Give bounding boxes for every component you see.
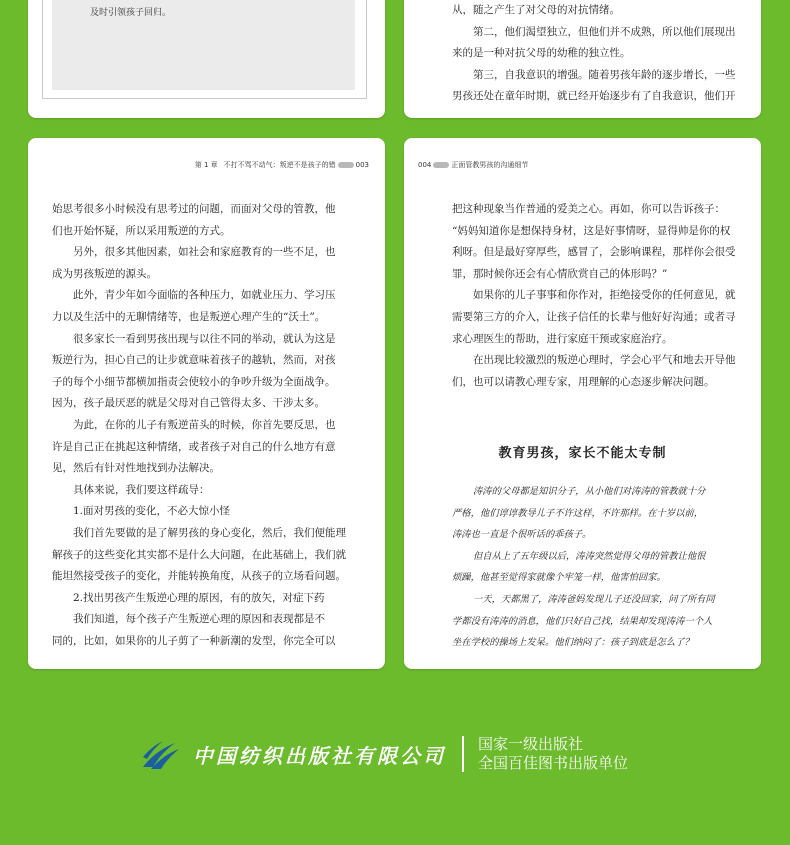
section-title: 教育男孩，家长不能太专制 xyxy=(498,446,667,461)
running-header xyxy=(418,160,528,170)
text-line: 2.找出男孩产生叛逆心理的原因，有的放矢，对症下药 xyxy=(73,591,325,604)
text-line: 们，也可以请教心理专家，用理解的心态逐步解决问题。 xyxy=(452,375,715,388)
chapter-title: 不打不骂不动气：叛逆不是孩子的错 xyxy=(223,161,336,169)
text-line: 把这种现象当作普通的爱美之心。再如，你可以告诉孩子： xyxy=(452,203,725,215)
text-line: 如果你的儿子事事和你作对，拒绝接受你的任何意见，就 xyxy=(473,289,736,302)
page-card-top-left xyxy=(28,0,385,118)
text-line: 第二，他们渴望独立，但他们并不成熟，所以他们展现出 xyxy=(473,25,736,38)
page-card-003 xyxy=(28,138,385,669)
text-line: 求心理医生的帮助，进行家庭干预或家庭治疗。 xyxy=(452,332,673,345)
text-line: 力以及生活中的无聊情绪等，也是叛逆心理产生的“沃土”。 xyxy=(52,310,326,323)
publisher-footer xyxy=(141,734,628,774)
text-line: 涛涛的父母都是知识分子，从小他们对涛涛的管教就十分 xyxy=(473,486,706,497)
text-line: 罪，那时候你还会有心情欣赏自己的体形吗？” xyxy=(452,267,668,280)
running-header xyxy=(195,160,369,170)
text-line: 但自从上了五年级以后，涛涛突然觉得父母的管教让他很 xyxy=(473,550,706,562)
tag-top100: 全国百佳图书出版单位 xyxy=(478,754,629,772)
text-line: 因为，孩子最厌恶的就是父母对自己管得太多、干涉太多。 xyxy=(52,397,325,410)
publisher-logo-icon xyxy=(141,737,181,771)
text-line: 另外，很多其他因素，如社会和家庭教育的一些不足，也 xyxy=(73,246,336,259)
text-line: 解孩子的这些变化其实都不是什么大问题，在此基础上，我们就 xyxy=(52,548,346,561)
page-pill-icon xyxy=(338,162,354,168)
text-line: 此外，青少年如今面临的各种压力，如就业压力、学习压 xyxy=(73,289,336,302)
text-line: 见，然后有针对性地找到办法解决。 xyxy=(52,462,220,475)
page-number: 003 xyxy=(355,161,369,169)
text-line: 烦躁，他甚至觉得家就像个牢笼一样，他害怕回家。 xyxy=(452,572,666,584)
text-line: 学都没有涛涛的消息，他们只好自己找，结果却发现涛涛一个人 xyxy=(452,615,713,627)
page-card-004 xyxy=(404,138,761,669)
story-text xyxy=(452,481,752,654)
text-line: 坐在学校的操场上发呆。他们纳闷了：孩子到底是怎么了？ xyxy=(452,637,694,649)
text-line: 我们知道，每个孩子产生叛逆心理的原因和表现都是不 xyxy=(73,613,325,626)
text-line: 能坦然接受孩子的变化，并能转换角度，从孩子的立场看问题。 xyxy=(52,570,346,583)
chapter-number: 第 1 章 xyxy=(194,161,218,169)
text-line: 需要第三方的介入，让孩子信任的长辈与他好好沟通；或者寻 xyxy=(452,310,736,323)
body-text xyxy=(452,0,742,108)
text-line: 成为男孩叛逆的源头。 xyxy=(52,267,157,280)
text-line: 1.面对男孩的变化，不必大惊小怪 xyxy=(73,505,231,518)
page-pill-icon xyxy=(433,162,449,168)
page-card-top-right xyxy=(404,0,761,118)
text-line: 同的，比如，如果你的儿子剪了一种新潮的发型，你完全可以 xyxy=(52,634,336,647)
text-line: 叛逆行为，担心自己的让步就意味着孩子的越轨，然而，对孩 xyxy=(52,354,336,367)
text-line: 利呀。但是最好穿厚些，感冒了，会影响课程，那样你会很受 xyxy=(452,246,736,259)
text-line: 男孩还处在童年时期，就已经开始逐步有了自我意识，他们开 xyxy=(452,90,736,103)
text-line: 具体来说，我们要这样疏导： xyxy=(73,483,210,496)
footer-divider xyxy=(462,736,464,772)
text-line: 我们首先要做的是了解男孩的身心变化，然后，我们便能理 xyxy=(73,526,346,539)
text-line: 们也开始怀疑，所以采用叛逆的方式。 xyxy=(52,224,231,237)
body-text xyxy=(452,199,742,393)
text-line: 在出现比较激烈的叛逆心理时，学会心平气和地去开导他 xyxy=(473,354,736,367)
text-line: 很多家长一看到男孩出现与以往不同的举动，就认为这是 xyxy=(73,332,336,345)
text-line: 来的是一种对抗父母的幼稚的独立性。 xyxy=(452,47,631,60)
text-line: “妈妈知道你是想保持身材，这是好事情呀，显得帅是你的权 xyxy=(452,224,731,237)
publisher-name: 中国纺织出版社有限公司 xyxy=(193,743,446,768)
text-line: 从，随之产生了对父母的对抗情绪。 xyxy=(452,4,620,16)
section-header-title: 正面管教男孩的沟通细节 xyxy=(451,161,529,169)
text-line: 严格，他们谆谆教导儿子不许这样，不许那样。在十岁以前， xyxy=(452,507,704,519)
text-line: 第三，自我意识的增强。随着男孩年龄的逐步增长，一些 xyxy=(473,68,736,81)
page-number: 004 xyxy=(418,161,432,169)
frame-text: 及时引领孩子回归。 xyxy=(90,8,172,18)
body-text xyxy=(52,199,363,652)
text-line: 涛涛也一直是个很听话的乖孩子。 xyxy=(452,529,592,541)
text-line: 为此，在你的儿子有叛逆苗头的时候，你首先要反思，也 xyxy=(73,418,336,431)
text-line: 始思考很多小时候没有思考过的问题，而面对父母的管教，他 xyxy=(52,203,336,215)
text-line: 一天，天都黑了，涛涛爸妈发现儿子还没回家，问了所有同 xyxy=(473,593,715,605)
tag-national: 国家一级出版社 xyxy=(478,735,584,753)
text-line: 许是自己正在挑起这种情绪，或者孩子对自己的什么地方有意 xyxy=(52,440,336,453)
text-line: 子的每个小细节都横加指责会使较小的争吵升级为全面战争。 xyxy=(52,375,336,388)
publisher-tags xyxy=(478,735,628,773)
